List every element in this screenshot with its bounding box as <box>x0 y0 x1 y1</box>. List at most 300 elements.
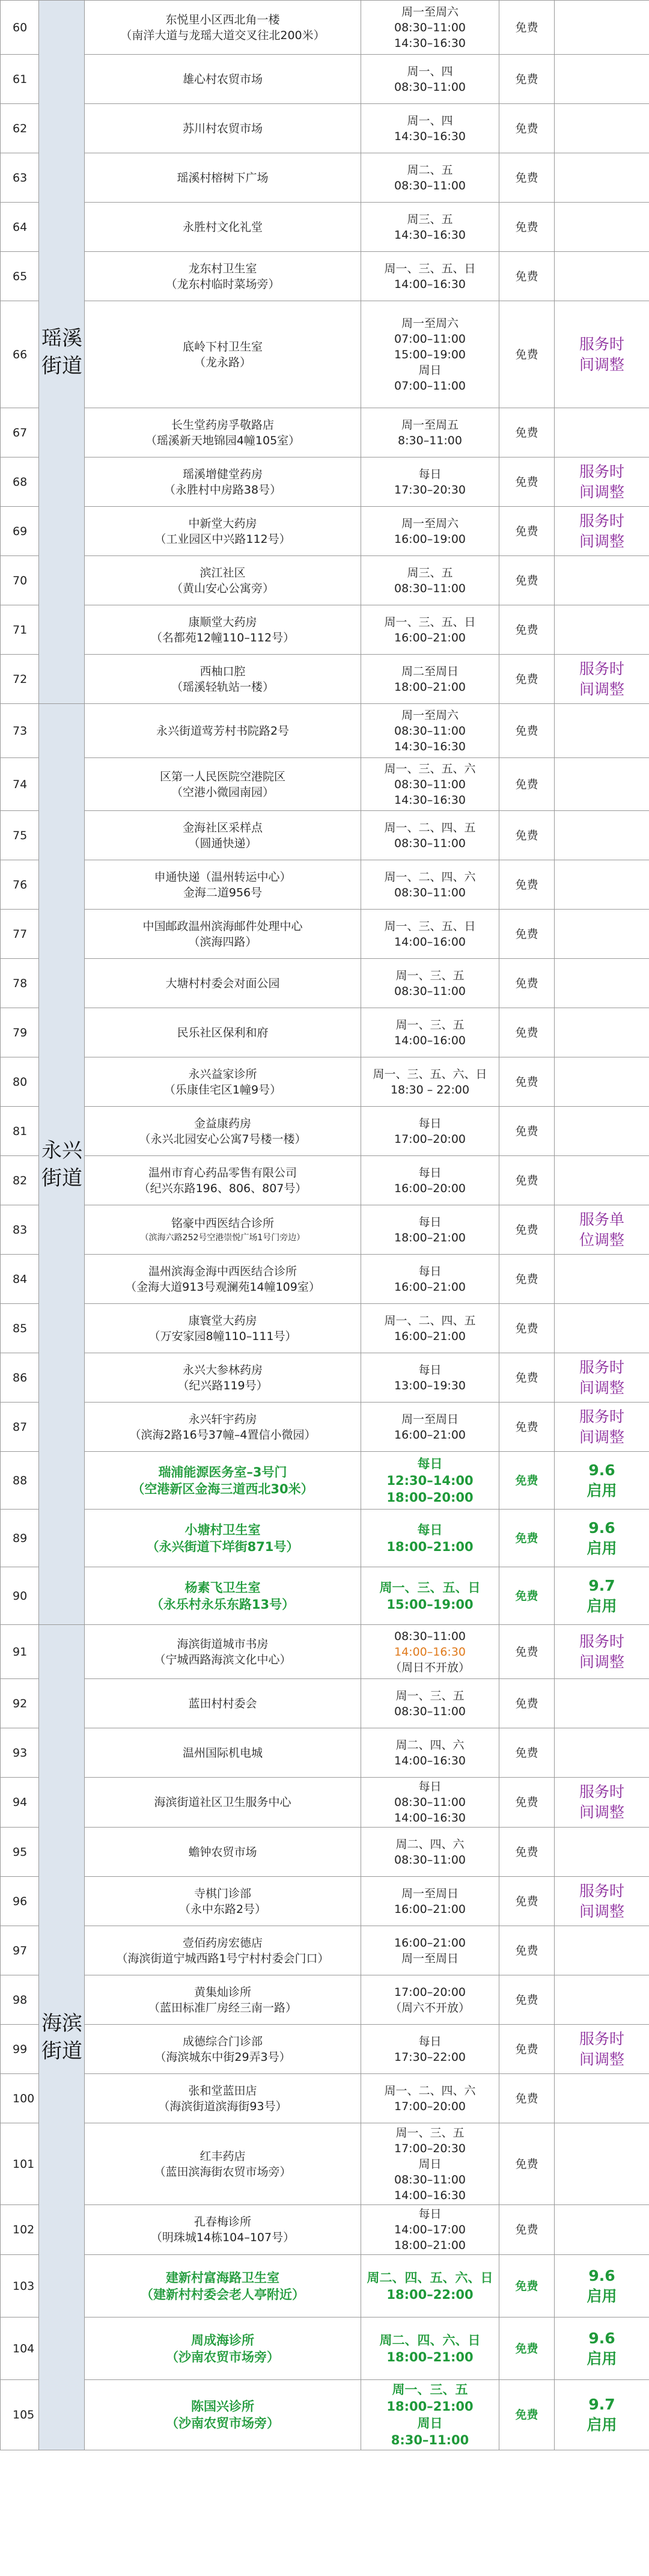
site-name <box>85 55 361 104</box>
site-name-line: 孔春梅诊所 <box>193 2215 251 2229</box>
fee-cell: 免费 <box>499 2074 555 2123</box>
service-hours <box>361 1926 499 1975</box>
service-hours <box>361 758 499 811</box>
service-hours <box>361 1304 499 1353</box>
service-hours-line: 14:30–16:30 <box>394 793 466 807</box>
remark-line: 9.7 <box>588 1576 615 1594</box>
service-hours-line: 07:00–11:00 <box>394 379 466 393</box>
remark <box>555 1625 649 1679</box>
row-number: 71 <box>1 605 39 655</box>
site-name-line: （乐康佳宅区1幢9号） <box>163 1083 282 1097</box>
service-hours <box>361 408 499 457</box>
remark <box>555 1156 649 1205</box>
remark <box>555 2255 649 2317</box>
service-hours <box>361 811 499 860</box>
service-hours-line: 15:00–19:00 <box>386 1597 474 1612</box>
row-number: 82 <box>1 1156 39 1205</box>
site-name <box>85 1679 361 1728</box>
site-name-line: （瑶溪新天地锦园4幢105室） <box>145 433 300 447</box>
remark <box>555 1728 649 1778</box>
site-name <box>85 1008 361 1057</box>
district-cell-haibin: 海滨 街道 <box>39 1625 85 2450</box>
site-name-line: 雄心村农贸市场 <box>182 72 263 86</box>
site-name <box>85 507 361 556</box>
service-hours-line: （周日不开放） <box>389 1660 470 1674</box>
site-name <box>85 1107 361 1156</box>
service-hours <box>361 605 499 655</box>
fee-cell: 免费 <box>499 2255 555 2317</box>
service-hours-line: 16:00–21:00 <box>394 1280 466 1294</box>
service-hours-line: 18:30 – 22:00 <box>390 1083 470 1097</box>
service-hours <box>361 704 499 758</box>
service-hours-line: 周一、二、四、六 <box>384 870 476 884</box>
row-number: 83 <box>1 1205 39 1255</box>
site-name <box>85 811 361 860</box>
service-hours-line: 14:30–16:30 <box>394 129 466 143</box>
site-name-line: （滨海六路252号空港崇悦广场1号门旁边） <box>140 1232 305 1243</box>
table-row <box>1 203 649 252</box>
fee-cell: 免费 <box>499 408 555 457</box>
service-hours-line: 18:00–21:00 <box>386 2399 474 2414</box>
site-name <box>85 1828 361 1877</box>
remark <box>555 1510 649 1567</box>
row-number: 67 <box>1 408 39 457</box>
site-name <box>85 860 361 910</box>
service-hours-line: 14:00–16:30 <box>394 1811 466 1825</box>
site-name <box>85 1 361 55</box>
table-row <box>1 811 649 860</box>
table-row <box>1 55 649 104</box>
site-name <box>85 457 361 507</box>
service-hours-line: 周一、三、五、日 <box>379 1580 481 1595</box>
site-name-line: （万安家园8幢110–111号） <box>148 1329 297 1343</box>
site-name-line: 长生堂药房孚敬路店 <box>171 418 274 432</box>
service-hours-line: 周二、五 <box>407 163 453 177</box>
service-hours-line: 18:00–20:00 <box>386 1490 474 1505</box>
service-hours-line: 16:00–20:00 <box>394 1181 466 1195</box>
remark-line: 启用 <box>587 2287 617 2305</box>
remark <box>555 1057 649 1107</box>
service-hours <box>361 1625 499 1679</box>
service-hours <box>361 1452 499 1510</box>
fee-cell: 免费 <box>499 301 555 408</box>
table-row <box>1 1567 649 1625</box>
row-number: 102 <box>1 2205 39 2255</box>
service-hours <box>361 104 499 153</box>
service-hours <box>361 55 499 104</box>
service-hours-line: 周一、三、五 <box>395 1018 465 1032</box>
remark <box>555 457 649 507</box>
remark <box>555 860 649 910</box>
service-hours <box>361 1 499 55</box>
site-name-line: 蟾钟农贸市场 <box>188 1845 257 1859</box>
table-row <box>1 1156 649 1205</box>
row-number: 93 <box>1 1728 39 1778</box>
site-name-line: （海滨街道宁城西路1号宁村村委会门口） <box>116 1951 329 1965</box>
fee-cell: 免费 <box>499 1679 555 1728</box>
row-number: 61 <box>1 55 39 104</box>
service-hours-line: 18:00–22:00 <box>386 2287 474 2302</box>
remark-line: 9.6 <box>588 2329 615 2347</box>
site-name <box>85 1057 361 1107</box>
table-row <box>1 2123 649 2205</box>
site-name <box>85 1255 361 1304</box>
fee-cell: 免费 <box>499 1728 555 1778</box>
table-row <box>1 1353 649 1403</box>
service-hours-line: 周二至周日 <box>401 664 459 678</box>
site-name-line: （龙东村临时菜场旁） <box>165 277 280 291</box>
row-number: 64 <box>1 203 39 252</box>
table-row <box>1 1008 649 1057</box>
table-row <box>1 959 649 1008</box>
service-hours-line: 08:30–11:00 <box>394 836 466 850</box>
table-row <box>1 860 649 910</box>
remark <box>555 507 649 556</box>
service-hours <box>361 1353 499 1403</box>
remark-line: 启用 <box>587 1539 617 1557</box>
site-name <box>85 1975 361 2025</box>
service-hours-line: 16:00–19:00 <box>394 532 466 546</box>
table-row <box>1 1728 649 1778</box>
table-row <box>1 704 649 758</box>
site-name-line: （瑶溪轻轨站一楼） <box>171 680 274 694</box>
row-number: 98 <box>1 1975 39 2025</box>
table-row <box>1 1975 649 2025</box>
site-name-line: 永兴大参林药房 <box>182 1363 263 1377</box>
service-hours-line: 08:30–11:00 <box>394 1853 466 1867</box>
site-name-line: 中国邮政温州滨海邮件处理中心 <box>142 919 303 933</box>
service-hours-line: 17:00–20:00 <box>394 1132 466 1146</box>
site-name-line: 陈国兴诊所 <box>191 2399 254 2414</box>
table-row <box>1 2255 649 2317</box>
table-row <box>1 1255 649 1304</box>
service-hours-line: 周一、三、五 <box>395 2126 465 2140</box>
remark <box>555 1 649 55</box>
row-number: 80 <box>1 1057 39 1107</box>
fee-cell: 免费 <box>499 1205 555 1255</box>
fee-cell: 免费 <box>499 556 555 605</box>
fee-cell: 免费 <box>499 1828 555 1877</box>
site-name-line: （蓝田标准厂房经三南一路） <box>148 2001 297 2015</box>
service-hours-line: 16:00–21:00 <box>394 631 466 644</box>
row-number: 68 <box>1 457 39 507</box>
table-row <box>1 556 649 605</box>
site-name-line: （永兴街道下垟街871号） <box>146 1539 299 1554</box>
row-number: 72 <box>1 655 39 704</box>
remark-line: 服务时 <box>579 512 624 530</box>
site-name <box>85 1625 361 1679</box>
site-name-line: 申通快递（温州转运中心） <box>154 870 291 884</box>
service-hours <box>361 252 499 301</box>
site-name-line: 底岭下村卫生室 <box>182 340 263 353</box>
service-hours-line: 08:30–11:00 <box>394 1704 466 1718</box>
row-number: 65 <box>1 252 39 301</box>
site-name <box>85 2317 361 2380</box>
remark <box>555 252 649 301</box>
service-hours <box>361 1510 499 1567</box>
table-row <box>1 910 649 959</box>
site-name-line: （沙南农贸市场旁） <box>166 2416 279 2431</box>
site-name-line: 瑶溪增健堂药房 <box>182 467 263 481</box>
row-number: 88 <box>1 1452 39 1510</box>
row-number: 85 <box>1 1304 39 1353</box>
row-number: 73 <box>1 704 39 758</box>
service-hours-line: 周一、三、五、日 <box>384 615 476 629</box>
service-hours <box>361 910 499 959</box>
district-cell-yongxing: 永兴 街道 <box>39 704 85 1625</box>
remark <box>555 1877 649 1926</box>
fee-cell: 免费 <box>499 758 555 811</box>
row-number: 95 <box>1 1828 39 1877</box>
service-hours-line: 周一、四 <box>407 114 453 127</box>
remark <box>555 758 649 811</box>
service-hours <box>361 2380 499 2450</box>
site-name <box>85 605 361 655</box>
fee-cell: 免费 <box>499 1403 555 1452</box>
site-name-line: 温州国际机电城 <box>182 1746 263 1760</box>
site-name-line: （南洋大道与龙瑶大道交叉往北200米） <box>120 28 325 42</box>
table-row <box>1 1778 649 1828</box>
service-hours-line: 18:00–21:00 <box>386 2349 474 2364</box>
table-row <box>1 2380 649 2450</box>
site-name <box>85 1452 361 1510</box>
table-row <box>1 1 649 55</box>
service-hours <box>361 1205 499 1255</box>
remark <box>555 1926 649 1975</box>
site-name <box>85 1510 361 1567</box>
service-hours-line: 周一、二、四、五 <box>384 821 476 834</box>
row-number: 60 <box>1 1 39 55</box>
row-number: 75 <box>1 811 39 860</box>
site-name <box>85 758 361 811</box>
service-hours <box>361 556 499 605</box>
service-hours-line: 周一、三、五 <box>395 968 465 982</box>
service-hours-line: 08:30–11:00 <box>394 20 466 34</box>
table-row <box>1 1510 649 1567</box>
row-number: 63 <box>1 153 39 203</box>
service-hours-line: 17:00–20:00 <box>394 2099 466 2113</box>
fee-cell: 免费 <box>499 1778 555 1828</box>
site-name-line: 壹佰药房宏德店 <box>182 1936 263 1950</box>
remark-line: 服务时 <box>579 462 624 480</box>
fee-cell: 免费 <box>499 252 555 301</box>
site-name-line: 瑞浦能源医务室–3号门 <box>158 1464 287 1479</box>
remark-line: 服务时 <box>579 335 624 353</box>
service-hours-line: 18:00–21:00 <box>394 1231 466 1244</box>
service-hours <box>361 860 499 910</box>
site-name-line: 金益康药房 <box>193 1116 251 1130</box>
row-number: 79 <box>1 1008 39 1057</box>
fee-cell: 免费 <box>499 2380 555 2450</box>
site-name <box>85 1353 361 1403</box>
row-number: 99 <box>1 2025 39 2074</box>
fee-cell: 免费 <box>499 1 555 55</box>
table-row <box>1 104 649 153</box>
remark <box>555 655 649 704</box>
service-hours-line: 周二、四、六、日 <box>379 2333 481 2348</box>
remark-line: 服务时 <box>579 1632 624 1650</box>
remark <box>555 408 649 457</box>
row-number: 70 <box>1 556 39 605</box>
fee-cell: 免费 <box>499 811 555 860</box>
service-hours-line: 每日 <box>418 1215 442 1229</box>
site-name-line: 铭豪中西医结合诊所 <box>171 1216 274 1230</box>
service-hours-line: 每日 <box>418 1363 442 1377</box>
remark <box>555 2380 649 2450</box>
service-hours <box>361 2025 499 2074</box>
site-name-line: （永中东路2号） <box>178 1902 267 1916</box>
fee-cell: 免费 <box>499 507 555 556</box>
site-name <box>85 1778 361 1828</box>
service-hours-line: 周一、二、四、六 <box>384 2084 476 2097</box>
row-number: 97 <box>1 1926 39 1975</box>
site-name-line: （滨海四路） <box>188 935 257 949</box>
service-hours-line: 17:00–20:00 <box>394 1985 466 1999</box>
service-hours-line: 12:30–14:00 <box>386 1473 474 1488</box>
site-name <box>85 2255 361 2317</box>
remark-line: 间调整 <box>579 355 624 373</box>
site-name-line: （海滨街道滨海街93号） <box>158 2099 287 2113</box>
site-name-line: （圆通快递） <box>188 836 257 850</box>
service-hours-line: 每日 <box>418 2207 442 2221</box>
service-hours-line: 08:30–11:00 <box>394 179 466 192</box>
fee-cell: 免费 <box>499 1353 555 1403</box>
remark <box>555 1778 649 1828</box>
fee-cell: 免费 <box>499 1975 555 2025</box>
row-number: 76 <box>1 860 39 910</box>
service-hours <box>361 1828 499 1877</box>
fee-cell: 免费 <box>499 860 555 910</box>
service-hours <box>361 2123 499 2205</box>
service-hours <box>361 655 499 704</box>
service-hours-line: 8:30–11:00 <box>398 433 462 447</box>
service-hours <box>361 301 499 408</box>
fee-cell: 免费 <box>499 1255 555 1304</box>
service-hours-line: 14:00–16:00 <box>394 1033 466 1047</box>
service-hours-line: 周一至周六 <box>401 516 459 530</box>
service-hours-line: 周日 <box>418 363 442 377</box>
service-hours <box>361 1567 499 1625</box>
service-hours <box>361 1156 499 1205</box>
remark <box>555 910 649 959</box>
site-name <box>85 2380 361 2450</box>
fee-cell: 免费 <box>499 910 555 959</box>
table-row <box>1 605 649 655</box>
site-name <box>85 1304 361 1353</box>
site-name <box>85 704 361 758</box>
site-name-line: 金海二道956号 <box>183 886 263 899</box>
fee-cell: 免费 <box>499 203 555 252</box>
remark <box>555 1828 649 1877</box>
site-name <box>85 910 361 959</box>
service-hours-line: 每日 <box>417 1522 443 1537</box>
site-name-line: 红丰药店 <box>200 2149 246 2163</box>
remark <box>555 605 649 655</box>
site-name <box>85 1403 361 1452</box>
remark-line: 间调整 <box>579 1902 624 1920</box>
table-body <box>1 1 649 2450</box>
service-hours-line: 周一、三、五、日 <box>384 262 476 275</box>
service-hours-line: 周三、五 <box>407 566 453 580</box>
fee-cell: 免费 <box>499 1304 555 1353</box>
service-hours-line: 14:30–16:30 <box>394 228 466 242</box>
service-hours-line: 周一、三、五 <box>392 2382 468 2397</box>
table-row <box>1 1877 649 1926</box>
site-name-line: （建新村村委会老人亭附近） <box>141 2287 305 2302</box>
remark-line: 服务时 <box>579 659 624 678</box>
site-name-line: 区第一人民医院空港院区 <box>159 769 285 783</box>
remark-line: 9.6 <box>588 1461 615 1479</box>
service-hours <box>361 1778 499 1828</box>
service-hours-line: 周一至周六 <box>401 5 459 19</box>
fee-cell: 免费 <box>499 605 555 655</box>
service-hours-line: 周一、四 <box>407 64 453 78</box>
service-hours-line: 周日 <box>417 2416 443 2431</box>
service-hours-line: 周一至周日 <box>401 1886 459 1900</box>
site-name-line: 杨素飞卫生室 <box>184 1580 261 1595</box>
fee-cell: 免费 <box>499 1452 555 1510</box>
site-name-line: （空港小微园南园） <box>171 785 274 799</box>
table-row <box>1 1304 649 1353</box>
service-hours <box>361 1679 499 1728</box>
row-number: 77 <box>1 910 39 959</box>
site-name-line: （金海大道913号观澜苑14幢109室） <box>125 1280 320 1294</box>
service-hours-line: 14:00–16:30 <box>394 1645 466 1659</box>
service-hours-line: 周二、四、五、六、日 <box>367 2270 493 2285</box>
remark-line: 启用 <box>587 1481 617 1499</box>
table-row <box>1 1679 649 1728</box>
site-name <box>85 2025 361 2074</box>
fee-cell: 免费 <box>499 1156 555 1205</box>
site-name-line: 温州滨海金海中西医结合诊所 <box>148 1264 297 1278</box>
remark-line: 间调整 <box>579 483 624 501</box>
remark-line: 服务时 <box>579 1882 624 1900</box>
service-hours-line: 08:30–11:00 <box>394 1629 466 1643</box>
site-name-line: （黄山安心公寓旁） <box>171 581 274 595</box>
service-hours-line: 17:30–20:30 <box>394 483 466 497</box>
service-hours-line: 08:30–11:00 <box>394 2173 466 2186</box>
remark-line: 服务时 <box>579 1407 624 1425</box>
service-hours <box>361 2255 499 2317</box>
remark <box>555 1107 649 1156</box>
site-name-line: 大塘村村委会对面公园 <box>165 976 280 990</box>
service-hours-line: 08:30–11:00 <box>394 886 466 899</box>
site-name-line: 苏川村农贸市场 <box>182 121 263 135</box>
remark <box>555 2317 649 2380</box>
service-hours-line: 13:00–19:30 <box>394 1378 466 1392</box>
service-hours-line: 14:00–16:30 <box>394 1754 466 1767</box>
site-name-line: 永胜村文化礼堂 <box>182 220 263 234</box>
remark-line: 间调整 <box>579 1378 624 1397</box>
site-name <box>85 408 361 457</box>
site-name-line: 温州市育心药品零售有限公司 <box>148 1166 297 1179</box>
table-row <box>1 457 649 507</box>
service-hours <box>361 1057 499 1107</box>
remark-line: 位调整 <box>579 1231 624 1249</box>
site-name-line: （永乐村永乐东路13号） <box>150 1597 295 1612</box>
fee-cell: 免费 <box>499 1877 555 1926</box>
remark <box>555 704 649 758</box>
site-name-line: 张和堂蓝田店 <box>188 2084 257 2097</box>
site-name-line: 海滨街道社区卫生服务中心 <box>154 1796 291 1809</box>
remark-line: 9.6 <box>588 1519 615 1537</box>
site-name-line: 永兴轩宇药房 <box>188 1412 257 1426</box>
service-hours-line: 每日 <box>418 1780 442 1793</box>
remark <box>555 301 649 408</box>
service-hours-line: 周二、四、六 <box>395 1738 465 1752</box>
district-cell-yaoxi: 瑶溪 街道 <box>39 1 85 704</box>
table-row <box>1 1926 649 1975</box>
